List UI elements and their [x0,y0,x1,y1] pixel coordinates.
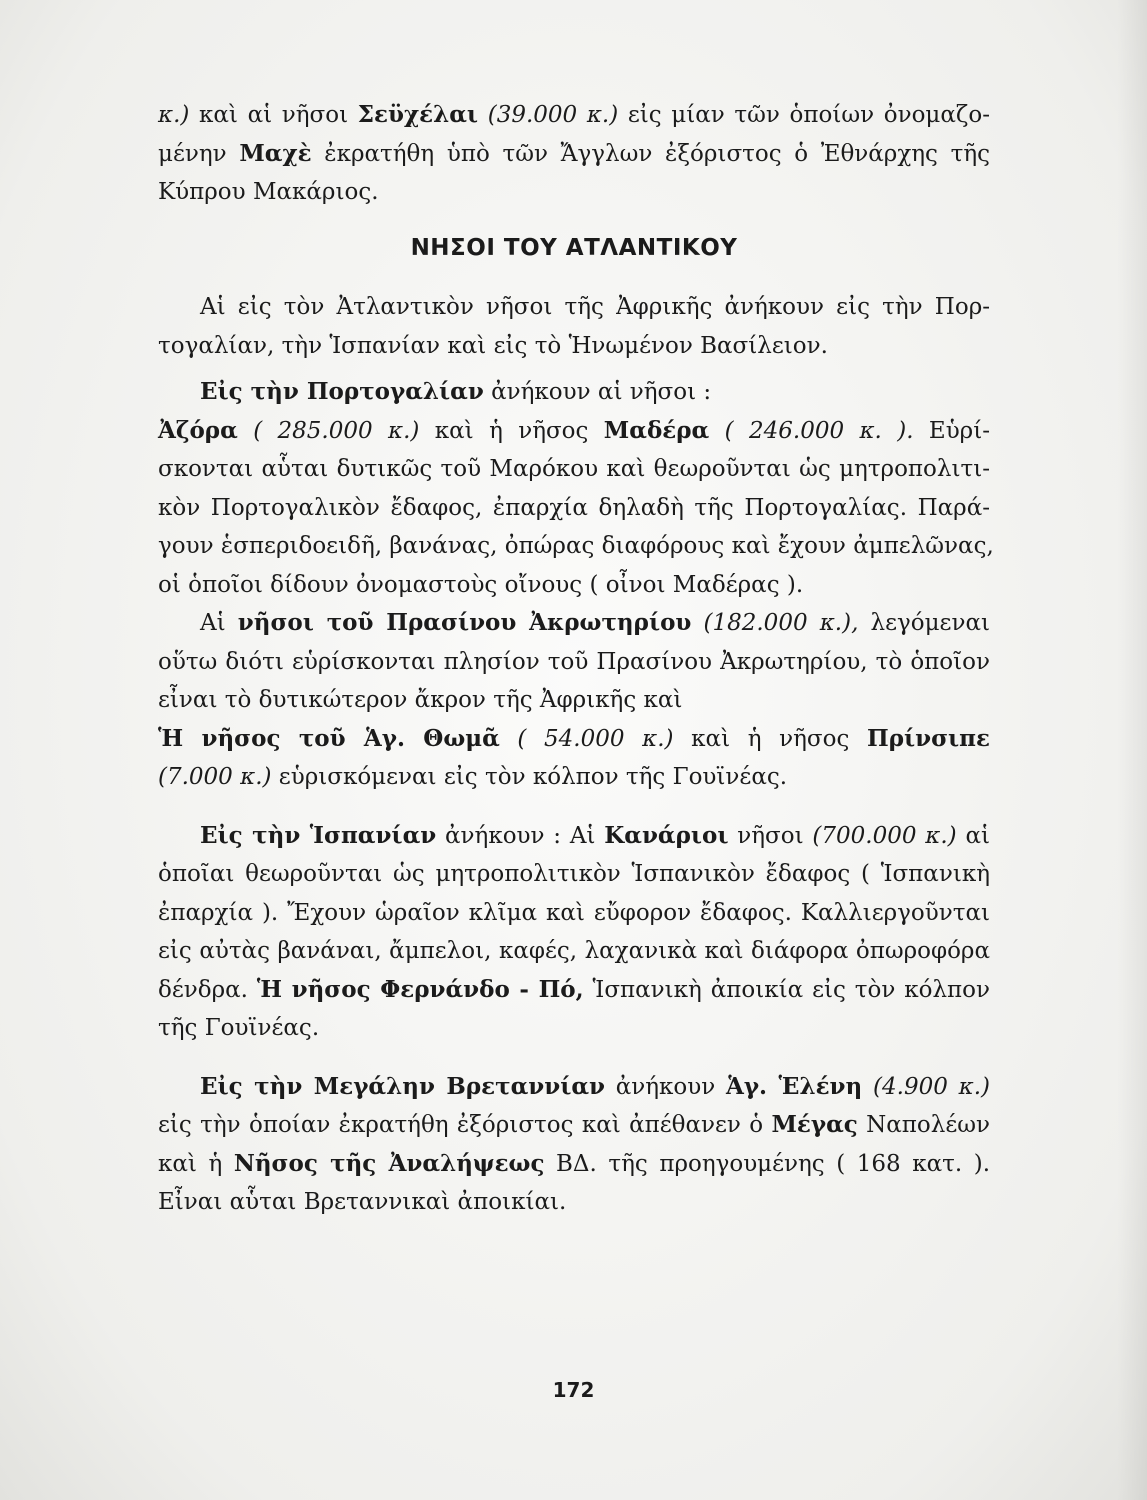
text-run [478,102,488,128]
text-run: νῆσοι [728,822,813,849]
bold-run: Ἡ νῆσος τοῦ Ἁγ. Θωμᾶ [158,724,500,752]
text-run: Εἶναι αὗται Βρεταννικαὶ ἀποικίαι. [158,1189,567,1215]
text-line [158,1145,990,1184]
text-run [238,418,253,444]
bold-run: Μέγας [771,1111,858,1138]
section-heading: ΝΗΣΟΙ ΤΟΥ ΑΤΛΑΝΤΙΚΟΥ [410,234,738,261]
text-run: καὶ ἡ [158,1150,234,1177]
bold-run: Ἁγ. Ἑλένη [726,1072,863,1100]
text-line [158,758,990,797]
bold-run: Ἡ νῆσος Φερνάνδο - Πό, [256,975,584,1003]
text-run: εἶναι τὸ δυτικώτερον ἄκρον τῆς Ἀφρικῆς καὶ [158,687,683,713]
text-line [158,604,990,643]
text-run: ἀνήκουν : Αἱ [436,822,605,849]
text-run: δένδρα. [158,976,257,1003]
text-line [158,894,990,933]
text-run: τογαλίαν, τὴν Ἱσπανίαν καὶ εἰς τὸ Ἡνωμένον Βασίλειον. [158,332,828,359]
text-line [158,450,990,489]
text-line [158,720,990,759]
text-run: ἀνήκουν αἱ νῆσοι : [483,379,712,405]
text-line [158,932,990,971]
bold-run: νῆσοι τοῦ Πρασίνου Ἀκρωτηρίου [237,609,692,636]
text-run [500,726,518,752]
text-line [158,1068,990,1107]
bold-run: Εἰς τὴν Πορτογαλίαν [200,378,484,405]
italic-run: ( 54.000 κ.) [517,725,674,752]
text-line [158,971,990,1010]
text-run: μένην [158,140,240,167]
text-run: ἐκρατήθη ὑπὸ τῶν Ἄγγλων ἐξόριστος ὁ Ἐθνάρχης τῆς [311,140,990,167]
text-run: εἰς αὐτὰς βανάναι, ἄμπελοι, καφές, λαχανικὰ καὶ διάφορα ὀπωροφόρα [158,938,990,964]
bold-run: Ἀζόρα [158,416,238,444]
italic-run: ( 246.000 κ. ). [724,417,914,444]
scan-shadow [1117,0,1147,1500]
text-line [158,1106,990,1145]
text-run: εὑρισκόμεναι εἰς τὸν κόλπον τῆς Γουϊνέας. [271,764,788,790]
text-run: Ναπολέων [857,1112,990,1138]
bold-run: Εἰς τὴν Ἱσπανίαν [200,821,437,849]
text-line [158,681,990,720]
bold-run: Σεϋχέλαι [357,101,479,128]
bold-run: Μαδέρα [603,416,710,444]
italic-run: (39.000 κ.) [487,102,619,128]
text-run: λεγόμεναι [858,610,990,636]
italic-run: (182.000 κ.), [703,610,859,636]
text-run: γουν ἑσπεριδοειδῆ, βανάνας, ὀπώρας διαφόρους καὶ ἔχουν ἀμπελῶνας, [158,533,994,559]
text-line [158,173,990,212]
text-run: εἰς μίαν τῶν ὁποίων ὀνομαζο- [618,102,990,128]
text-run [691,610,703,636]
text-run: ὁποῖαι θεωροῦνται ὡς μητροπολιτικὸν Ἱσπανικὸν ἔδαφος ( Ἱσπανικὴ [158,861,990,887]
italic-run: κ.) [158,102,190,128]
text-line [158,288,990,327]
text-run: σκονται αὗται δυτικῶς τοῦ Μαρόκου καὶ θεωροῦνται ὡς μητροπολιτι- [158,456,990,482]
text-line [158,1183,990,1222]
text-run: οὕτω διότι εὑρίσκονται πλησίον τοῦ Πρασίνου Ἀκρωτηρίου, τὸ ὁποῖον [158,648,990,675]
text-run: τῆς Γουϊνέας. [158,1015,320,1041]
bold-run: Μαχὲ [239,139,312,167]
page-number: 172 [552,1378,595,1402]
bold-run: Νῆσος τῆς Ἀναλήψεως [233,1149,545,1177]
text-run: ἀνήκουν [604,1073,727,1100]
bold-run: Κανάριοι [604,821,729,849]
text-line [158,412,990,451]
text-run [862,1074,873,1100]
italic-run: ( 285.000 κ.) [253,417,420,444]
text-run: εἰς τὴν ὁποίαν ἐκρατήθη ἐξόριστος καὶ ἀπέθανεν ὁ [158,1112,772,1138]
text-line [158,1009,990,1048]
text-run: Κύπρου Μακάριος. [158,179,379,205]
text-run: καὶ ἡ νῆσος [673,725,867,752]
text-run: οἱ ὁποῖοι δίδουν ὀνομαστοὺς οἴνους ( οἶνοι Μαδέρας ). [158,571,804,598]
text-line [158,643,990,682]
text-line [158,373,990,412]
text-line [158,327,990,366]
text-line [158,855,990,894]
italic-run: (7.000 κ.) [158,764,272,790]
text-run: Ἱσπανικὴ ἀποικία εἰς τὸν κόλπον [583,976,990,1003]
text-line [158,489,990,528]
text-line [158,96,990,135]
text-run: καὶ αἱ νῆσοι [189,102,358,128]
text-run: Εὑρί- [913,417,990,444]
text-run [709,418,724,444]
text-run: καὶ ἡ νῆσος [419,417,604,444]
text-run: Αἱ [200,610,238,636]
text-run: κὸν Πορτογαλικὸν ἔδαφος, ἐπαρχία δηλαδὴ τῆς Πορτογαλίας. Παρά- [158,494,990,521]
text-run: ἐπαρχία ). Ἔχουν ὡραῖον κλῖμα καὶ εὔφορον ἔδαφος. Καλλιεργοῦνται [158,899,990,926]
body-text [158,96,994,1222]
text-line [158,817,990,856]
text-run: Αἱ εἰς τὸν Ἀτλαντικὸν νῆσοι τῆς Ἀφρικῆς ἀνήκουν εἰς τὴν Πορ- [200,294,990,320]
italic-run: (700.000 κ.) [812,822,957,849]
text-line [158,527,994,566]
bold-run: Εἰς τὴν Μεγάλην Βρεταννίαν [200,1072,605,1100]
text-run: ΒΔ. τῆς προηγουμένης ( 168 κατ. ). [544,1150,990,1177]
text-run: αἱ [956,822,990,849]
text-line [158,135,990,174]
text-line [158,566,990,605]
italic-run: (4.900 κ.) [873,1073,991,1100]
bold-run: Πρίνσιπε [866,724,990,752]
